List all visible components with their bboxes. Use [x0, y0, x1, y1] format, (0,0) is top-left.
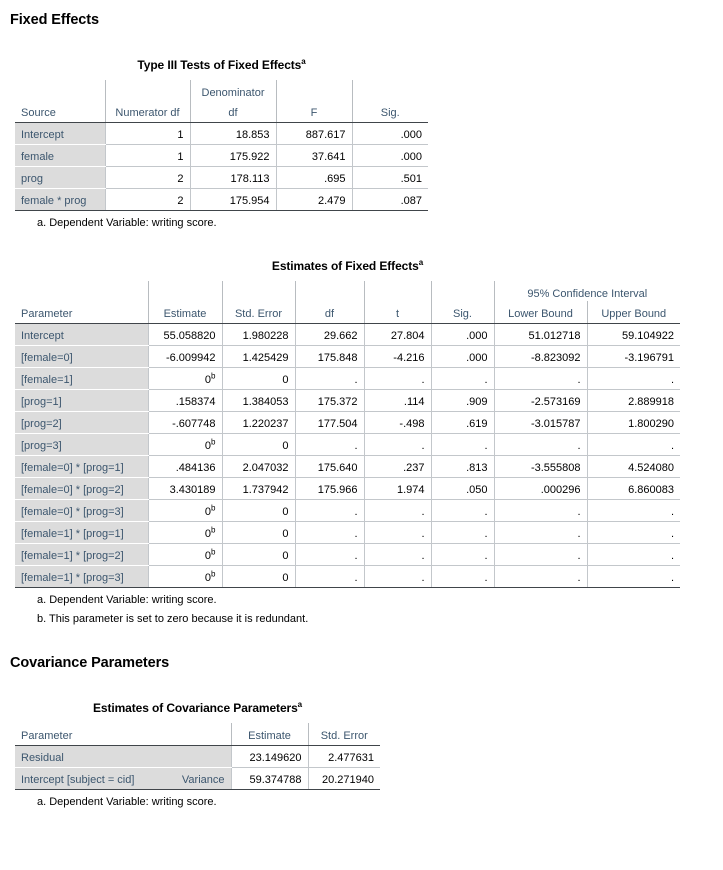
- cell-estimate: [148, 544, 222, 566]
- cell-estimate: [148, 566, 222, 588]
- spacer: [0, 229, 723, 259]
- cell-estimate-value: .484136: [175, 462, 216, 474]
- table-row: [15, 145, 428, 167]
- cell-estimate: [148, 346, 222, 368]
- cell-sig: .: [431, 434, 494, 456]
- spacer: [0, 28, 723, 58]
- table-row: [15, 768, 380, 790]
- cell-std-error: 0: [222, 368, 295, 390]
- cell-estimate-value: -6.009942: [165, 352, 216, 364]
- cell-denominator-df: 178.113: [190, 167, 276, 189]
- cell-sig: .501: [352, 167, 428, 189]
- cell-std-error: 1.737942: [222, 478, 295, 500]
- cell-sig: .000: [352, 145, 428, 167]
- table-type3-body: [15, 123, 428, 211]
- cell-sig: .000: [431, 324, 494, 346]
- table-row: [15, 566, 680, 588]
- header-spacer: [222, 281, 295, 301]
- table-type3-header-row: [15, 100, 428, 123]
- footnote-b-estimates: b. This parameter is set to zero because it is redundant.: [37, 613, 309, 625]
- cell-upper-bound: 1.800290: [587, 412, 680, 434]
- table-row: [15, 500, 680, 522]
- cell-df: .: [295, 522, 364, 544]
- cell-sig: .087: [352, 189, 428, 211]
- section-heading-covariance-parameters: Covariance Parameters: [10, 655, 170, 671]
- cell-estimate: [148, 478, 222, 500]
- cell-upper-bound: 4.524080: [587, 456, 680, 478]
- cell-df: 29.662: [295, 324, 364, 346]
- footnote-a-type3: a. Dependent Variable: writing score.: [37, 217, 217, 229]
- cell-estimate-value: .158374: [175, 396, 216, 408]
- cell-df: .: [295, 368, 364, 390]
- row-label-parameter: [female=1] * [prog=2]: [15, 544, 148, 566]
- cell-df: .: [295, 566, 364, 588]
- cell-std-error: 2.047032: [222, 456, 295, 478]
- header-denominator-df-line1: Denominator: [190, 80, 276, 100]
- cell-upper-bound: 59.104922: [587, 324, 680, 346]
- table-row: [15, 167, 428, 189]
- cell-sig: .: [431, 566, 494, 588]
- cell-lower-bound: -8.823092: [494, 346, 587, 368]
- cell-std-error: 0: [222, 500, 295, 522]
- cell-denominator-df: 175.922: [190, 145, 276, 167]
- cell-std-error: 0: [222, 566, 295, 588]
- row-label-parameter: [female=0] * [prog=2]: [15, 478, 148, 500]
- cell-f: .695: [276, 167, 352, 189]
- column-header-sig: Sig.: [352, 100, 428, 123]
- table-row: [15, 522, 680, 544]
- row-sublabel-variance: Variance: [155, 768, 231, 790]
- column-header-std-error: Std. Error: [308, 723, 380, 746]
- table-estimates-fixed-effects: [15, 281, 680, 588]
- cell-std-error: 0: [222, 544, 295, 566]
- column-header-std-error: Std. Error: [222, 301, 295, 324]
- cell-lower-bound: .: [494, 544, 587, 566]
- column-header-lower-bound: Lower Bound: [494, 301, 587, 324]
- row-label-parameter: [female=0] * [prog=3]: [15, 500, 148, 522]
- cell-t: -4.216: [364, 346, 431, 368]
- row-label-parameter: [female=1] * [prog=3]: [15, 566, 148, 588]
- cell-upper-bound: .: [587, 500, 680, 522]
- cell-lower-bound: 51.012718: [494, 324, 587, 346]
- cell-numerator-df: 1: [105, 123, 190, 145]
- cell-df: .: [295, 500, 364, 522]
- cell-lower-bound: -3.015787: [494, 412, 587, 434]
- table-estimates-head: [15, 281, 680, 324]
- cell-upper-bound: .: [587, 566, 680, 588]
- cell-numerator-df: 2: [105, 167, 190, 189]
- cell-estimate: 23.149620: [231, 746, 308, 768]
- column-header-t: t: [364, 301, 431, 324]
- column-header-denominator-df: df: [190, 100, 276, 123]
- cell-df: 175.372: [295, 390, 364, 412]
- footnote-marker-a: a: [418, 258, 424, 267]
- cell-estimate: [148, 500, 222, 522]
- footnote-marker-b: b: [211, 525, 216, 535]
- table-row: [15, 746, 380, 768]
- table-type3-header-row-top: [15, 80, 428, 100]
- cell-f: 2.479: [276, 189, 352, 211]
- cell-t: 27.804: [364, 324, 431, 346]
- table-covariance-head: [15, 723, 380, 746]
- cell-df: .: [295, 434, 364, 456]
- table-title-type3-text: Type III Tests of Fixed Effects: [137, 58, 302, 72]
- footnote-marker-a: a: [301, 57, 306, 66]
- cell-df: 175.640: [295, 456, 364, 478]
- row-label-residual: Residual: [15, 746, 155, 768]
- footnote-marker-b: b: [211, 503, 216, 513]
- column-header-parameter: Parameter: [15, 301, 148, 324]
- cell-df: 177.504: [295, 412, 364, 434]
- table-type3-head: [15, 80, 428, 123]
- cell-sig: .: [431, 544, 494, 566]
- header-spacer: [431, 281, 494, 301]
- cell-estimate-value: 0: [204, 374, 212, 386]
- header-spacer: [295, 281, 364, 301]
- row-sublabel: [155, 746, 231, 768]
- cell-sig: .: [431, 368, 494, 390]
- cell-t: .: [364, 434, 431, 456]
- cell-f: 887.617: [276, 123, 352, 145]
- cell-t: .: [364, 500, 431, 522]
- cell-std-error: 0: [222, 522, 295, 544]
- table-title-covariance-text: Estimates of Covariance Parameters: [92, 701, 298, 715]
- table-row: [15, 346, 680, 368]
- cell-lower-bound: .: [494, 368, 587, 390]
- row-label-parameter: [female=0]: [15, 346, 148, 368]
- cell-sig: .000: [352, 123, 428, 145]
- cell-std-error: 1.220237: [222, 412, 295, 434]
- cell-sig: .050: [431, 478, 494, 500]
- cell-estimate: [148, 412, 222, 434]
- header-spacer: [15, 80, 105, 100]
- cell-lower-bound: .: [494, 566, 587, 588]
- cell-estimate-value: 0: [204, 528, 212, 540]
- table-title-type3: [15, 58, 428, 80]
- row-label-parameter: Intercept: [15, 324, 148, 346]
- row-label-parameter: [female=0] * [prog=1]: [15, 456, 148, 478]
- cell-lower-bound: .: [494, 500, 587, 522]
- cell-estimate: [148, 368, 222, 390]
- header-spacer: [105, 80, 190, 100]
- cell-upper-bound: .: [587, 368, 680, 390]
- spacer: [0, 671, 723, 701]
- row-label-parameter: [female=1] * [prog=1]: [15, 522, 148, 544]
- table-estimates-header-row: [15, 301, 680, 324]
- row-label-parameter: [female=1]: [15, 368, 148, 390]
- cell-sig: .813: [431, 456, 494, 478]
- cell-sig: .: [431, 522, 494, 544]
- footnote-marker-b: b: [211, 569, 216, 579]
- table-row: [15, 324, 680, 346]
- footnote-marker-b: b: [211, 437, 216, 447]
- table-row: [15, 123, 428, 145]
- table-estimates-covariance: [15, 723, 380, 790]
- row-label-parameter: [prog=3]: [15, 434, 148, 456]
- cell-std-error: 20.271940: [308, 768, 380, 790]
- column-header-numerator-df: Numerator df: [105, 100, 190, 123]
- cell-lower-bound: .: [494, 434, 587, 456]
- cell-df: 175.966: [295, 478, 364, 500]
- cell-numerator-df: 2: [105, 189, 190, 211]
- table-row: [15, 434, 680, 456]
- column-header-sig: Sig.: [431, 301, 494, 324]
- section-heading-fixed-effects: Fixed Effects: [10, 12, 99, 28]
- row-label-intercept-subject-cid: Intercept [subject = cid]: [15, 768, 155, 790]
- table-type3-tests: [15, 80, 428, 211]
- cell-estimate-value: 55.058820: [163, 330, 216, 342]
- table-title-estimates-text: Estimates of Fixed Effects: [271, 259, 419, 273]
- cell-numerator-df: 1: [105, 145, 190, 167]
- header-spacer: [148, 281, 222, 301]
- cell-std-error: 1.384053: [222, 390, 295, 412]
- cell-lower-bound: .: [494, 522, 587, 544]
- header-spacer: [15, 281, 148, 301]
- cell-lower-bound: -3.555808: [494, 456, 587, 478]
- table-block-type3: [0, 58, 723, 229]
- cell-estimate: [148, 522, 222, 544]
- cell-std-error: 1.425429: [222, 346, 295, 368]
- table-row: [15, 390, 680, 412]
- column-header-df: df: [295, 301, 364, 324]
- footnote-a-estimates: a. Dependent Variable: writing score.: [37, 594, 217, 606]
- table-row: [15, 368, 680, 390]
- cell-lower-bound: .000296: [494, 478, 587, 500]
- cell-t: .: [364, 522, 431, 544]
- table-row: [15, 412, 680, 434]
- table-estimates-body: [15, 324, 680, 588]
- cell-estimate: [148, 434, 222, 456]
- cell-t: .: [364, 566, 431, 588]
- table-covariance-body: [15, 746, 380, 790]
- row-label-prog: prog: [15, 167, 105, 189]
- row-label-parameter: [prog=2]: [15, 412, 148, 434]
- cell-t: .237: [364, 456, 431, 478]
- cell-df: 175.848: [295, 346, 364, 368]
- cell-f: 37.641: [276, 145, 352, 167]
- cell-sig: .: [431, 500, 494, 522]
- row-label-intercept: Intercept: [15, 123, 105, 145]
- table-row: [15, 478, 680, 500]
- cell-upper-bound: .: [587, 544, 680, 566]
- table-row: [15, 189, 428, 211]
- cell-estimate-value: 0: [204, 506, 212, 518]
- cell-upper-bound: 2.889918: [587, 390, 680, 412]
- cell-estimate: 59.374788: [231, 768, 308, 790]
- cell-t: .114: [364, 390, 431, 412]
- cell-std-error: 2.477631: [308, 746, 380, 768]
- row-label-female: female: [15, 145, 105, 167]
- cell-denominator-df: 18.853: [190, 123, 276, 145]
- cell-estimate: [148, 456, 222, 478]
- cell-sig: .619: [431, 412, 494, 434]
- cell-estimate-value: -.607748: [172, 418, 216, 430]
- table-row: [15, 544, 680, 566]
- cell-t: 1.974: [364, 478, 431, 500]
- header-spacer: [276, 80, 352, 100]
- table-row: [15, 456, 680, 478]
- table-block-estimates: [0, 259, 723, 625]
- column-header-estimate: Estimate: [231, 723, 308, 746]
- cell-std-error: 0: [222, 434, 295, 456]
- column-header-estimate: Estimate: [148, 301, 222, 324]
- cell-sig: .000: [431, 346, 494, 368]
- footnote-marker-a: a: [297, 700, 303, 709]
- cell-estimate-value: 0: [204, 550, 212, 562]
- cell-lower-bound: -2.573169: [494, 390, 587, 412]
- cell-t: .: [364, 544, 431, 566]
- row-label-female-prog: female * prog: [15, 189, 105, 211]
- cell-df: .: [295, 544, 364, 566]
- table-block-covariance: [0, 701, 723, 808]
- cell-t: .: [364, 368, 431, 390]
- cell-t: -.498: [364, 412, 431, 434]
- column-header-confidence-interval: 95% Confidence Interval: [494, 281, 680, 301]
- table-covariance-header-row: [15, 723, 380, 746]
- table-title-estimates: [15, 259, 680, 281]
- footnote-a-covariance: a. Dependent Variable: writing score.: [37, 796, 217, 808]
- row-label-parameter: [prog=1]: [15, 390, 148, 412]
- table-title-covariance: [15, 701, 380, 723]
- cell-upper-bound: .: [587, 434, 680, 456]
- column-header-upper-bound: Upper Bound: [587, 301, 680, 324]
- column-header-f: F: [276, 100, 352, 123]
- cell-upper-bound: .: [587, 522, 680, 544]
- cell-estimate: [148, 324, 222, 346]
- cell-estimate-value: 0: [204, 440, 212, 452]
- spacer: [0, 625, 723, 643]
- cell-sig: .909: [431, 390, 494, 412]
- cell-denominator-df: 175.954: [190, 189, 276, 211]
- column-header-source: Source: [15, 100, 105, 123]
- table-estimates-header-row-top: [15, 281, 680, 301]
- header-spacer: [364, 281, 431, 301]
- cell-upper-bound: 6.860083: [587, 478, 680, 500]
- cell-upper-bound: -3.196791: [587, 346, 680, 368]
- cell-estimate: [148, 390, 222, 412]
- cell-std-error: 1.980228: [222, 324, 295, 346]
- cell-estimate-value: 3.430189: [169, 484, 216, 496]
- column-header-parameter: Parameter: [15, 723, 231, 746]
- header-spacer: [352, 80, 428, 100]
- footnote-marker-b: b: [211, 371, 216, 381]
- cell-estimate-value: 0: [204, 572, 212, 584]
- footnote-marker-b: b: [211, 547, 216, 557]
